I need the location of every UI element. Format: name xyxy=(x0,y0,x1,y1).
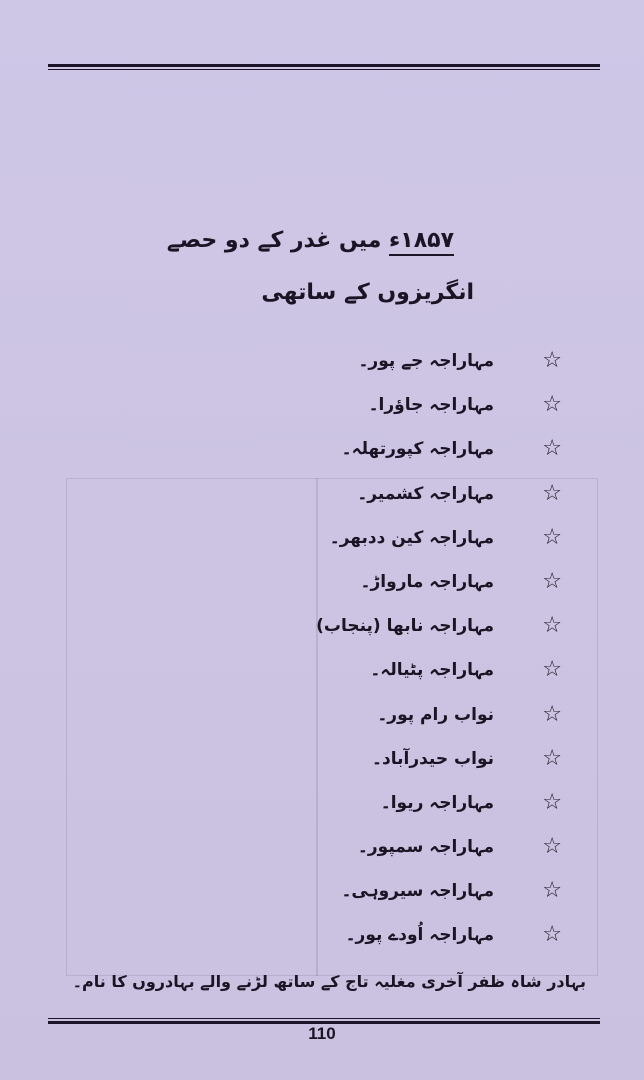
list-item xyxy=(0,832,644,876)
star-outline-icon: ☆ xyxy=(542,789,562,815)
title-text: میں غدر کے دو حصے xyxy=(166,228,382,253)
star-outline-icon: ☆ xyxy=(542,348,562,373)
allies-list xyxy=(0,346,644,965)
list-item xyxy=(0,700,644,744)
list-item xyxy=(0,479,644,523)
star-outline-icon: ☆ xyxy=(542,922,562,948)
list-item-label: نواب رام پور۔ xyxy=(377,704,494,725)
star-outline-icon: ☆ xyxy=(542,613,562,639)
list-item xyxy=(0,346,644,390)
star-outline-icon: ☆ xyxy=(542,701,562,727)
list-item-label: مہاراجہ اُودے پور۔ xyxy=(345,925,494,946)
list-item-label: مہاراجہ نابھا (پنجاب) xyxy=(316,616,494,637)
section-subtitle: انگریزوں کے ساتھی xyxy=(261,280,474,305)
list-item-label: مہاراجہ کین ددبھر۔ xyxy=(329,527,494,548)
list-item-label: مہاراجہ کشمیر۔ xyxy=(357,483,494,504)
list-item-label: مہاراجہ سمپور۔ xyxy=(357,837,494,858)
star-outline-icon: ☆ xyxy=(542,480,562,506)
list-item xyxy=(0,523,644,567)
list-item xyxy=(0,744,644,788)
star-outline-icon: ☆ xyxy=(542,745,562,771)
section-title xyxy=(167,228,454,253)
list-item-label: مہاراجہ جاؤرا۔ xyxy=(368,395,494,416)
top-rule xyxy=(48,64,600,70)
star-outline-icon: ☆ xyxy=(542,657,562,683)
list-item xyxy=(0,788,644,832)
list-item xyxy=(0,611,644,655)
footer-note: بہادر شاہ ظفر آخری مغلیہ تاج کے ساتھ لڑنے والے بہادروں کا نام۔ xyxy=(72,972,586,991)
list-item xyxy=(0,567,644,611)
star-outline-icon: ☆ xyxy=(542,524,562,550)
star-outline-icon: ☆ xyxy=(542,878,562,904)
list-item-label: مہاراجہ مارواڑ۔ xyxy=(360,571,494,592)
star-outline-icon: ☆ xyxy=(542,436,562,462)
list-item-label: مہاراجہ سیروہی۔ xyxy=(341,881,494,902)
list-item xyxy=(0,655,644,699)
title-year: ۱۸۵۷ء xyxy=(389,228,454,256)
list-item-label: مہاراجہ کپورتھلہ۔ xyxy=(341,439,494,460)
list-item-label: مہاراجہ جے پور۔ xyxy=(358,351,494,371)
star-outline-icon: ☆ xyxy=(542,568,562,594)
list-item-label: مہاراجہ ریوا۔ xyxy=(380,792,494,813)
list-item-label: نواب حیدرآباد۔ xyxy=(372,748,494,769)
list-item xyxy=(0,920,644,964)
star-outline-icon: ☆ xyxy=(542,392,562,418)
list-item xyxy=(0,390,644,434)
page-number: 110 xyxy=(308,1024,336,1043)
list-item xyxy=(0,434,644,478)
list-item-label: مہاراجہ پٹیالہ۔ xyxy=(370,660,494,681)
list-item xyxy=(0,876,644,920)
star-outline-icon: ☆ xyxy=(542,834,562,860)
